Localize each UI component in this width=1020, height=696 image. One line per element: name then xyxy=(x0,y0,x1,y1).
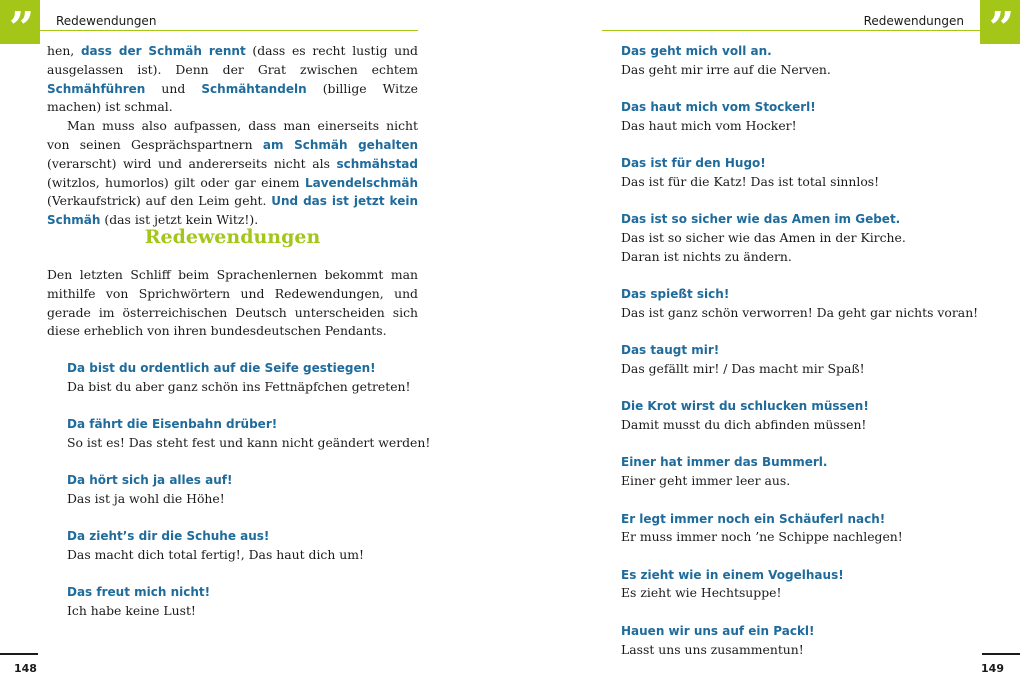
idiom-phrase: Hauen wir uns auf ein Packl! xyxy=(621,623,815,638)
text-run: (Verkaufstrick) auf den Leim geht. xyxy=(47,193,272,209)
intro-paragraph-1 xyxy=(47,42,418,117)
idiom-meaning: Das gefällt mir! / Das macht mir Spaß! xyxy=(621,361,865,377)
text-run: (verarscht) wird und andererseits nicht als xyxy=(47,155,337,171)
idiom-phrase: Es zieht wie in einem Vogelhaus! xyxy=(621,567,844,582)
footer-rule xyxy=(0,653,38,655)
idiom-phrase: Das ist für den Hugo! xyxy=(621,156,766,171)
idiom-meaning: Einer geht immer leer aus. xyxy=(621,473,791,489)
footer-rule xyxy=(982,653,1020,655)
idiom-meaning: Das geht mir irre auf die Nerven. xyxy=(621,61,831,77)
idiom-meaning: Er muss immer noch ’ne Schippe nachlegen! xyxy=(621,529,903,545)
idiom-entry xyxy=(621,510,978,548)
idiom-meaning: Das macht dich total fertig!, Das haut dich um! xyxy=(67,547,364,563)
section-text xyxy=(47,266,418,341)
idiom-phrase: Die Krot wirst du schlucken müssen! xyxy=(621,399,869,414)
idiom-list xyxy=(67,359,430,639)
text-run: Man muss also aufpassen, dass man einerseits nicht von seinen Gesprächspartnern xyxy=(47,118,418,152)
idiom-phrase: Das ist so sicher wie das Amen im Gebet. xyxy=(621,212,901,227)
idiom-phrase: Da hört sich ja alles auf! xyxy=(67,473,233,488)
idiom-phrase: Da fährt die Eisenbahn drüber! xyxy=(67,417,278,432)
idiom-entry xyxy=(621,397,978,435)
idiom-meaning: Lasst uns uns zusammentun! xyxy=(621,641,804,657)
idiom-phrase: Einer hat immer das Bummerl. xyxy=(621,455,828,470)
idiom-entry xyxy=(67,527,430,565)
text-run: (billige Witze machen) ist schmal. xyxy=(47,80,418,115)
idiom-meaning: Das ist für die Katz! Das ist total sinnlos! xyxy=(621,173,880,189)
page-number: 148 xyxy=(14,662,37,675)
idiom-entry xyxy=(621,566,978,604)
highlighted-term: Schmähtandeln xyxy=(201,81,307,96)
idiom-phrase: Er legt immer noch ein Schäuferl nach! xyxy=(621,511,886,526)
header-rule xyxy=(602,30,980,31)
text-run: (dass es recht lustig und ausgelassen ist). Denn der Grat zwischen echtem xyxy=(47,43,418,77)
idiom-entry xyxy=(621,341,978,379)
idiom-phrase: Das haut mich vom Stockerl! xyxy=(621,100,816,115)
intro-paragraph-2 xyxy=(47,117,418,230)
idiom-entry xyxy=(67,471,430,509)
highlighted-term: schmähstad xyxy=(336,156,418,171)
text-run: und xyxy=(145,80,202,96)
text-run: (witzlos, humorlos) gilt oder gar einem xyxy=(47,174,305,190)
idiom-meaning: Es zieht wie Hechtsuppe! xyxy=(621,585,782,601)
right-page xyxy=(510,0,1020,696)
idiom-meaning: Das ist so sicher wie das Amen in der Kirche. xyxy=(621,230,906,246)
page-number: 149 xyxy=(981,662,1004,675)
idiom-meaning: Da bist du aber ganz schön ins Fettnäpfchen getreten! xyxy=(67,378,411,394)
idiom-meaning: So ist es! Das steht fest und kann nicht geändert werden! xyxy=(67,434,431,450)
idiom-phrase: Da zieht’s dir die Schuhe aus! xyxy=(67,529,270,544)
idiom-entry xyxy=(621,210,978,266)
idiom-phrase: Das geht mich voll an. xyxy=(621,44,772,58)
running-head: Redewendungen xyxy=(863,14,964,28)
idiom-entry xyxy=(67,583,430,621)
idiom-entry xyxy=(621,98,978,136)
idiom-meaning: Ich habe keine Lust! xyxy=(67,603,196,619)
idiom-entry xyxy=(621,622,978,660)
idiom-entry xyxy=(67,415,430,453)
idiom-phrase: Das freut mich nicht! xyxy=(67,585,211,600)
idiom-entry xyxy=(67,359,430,397)
idiom-phrase: Da bist du ordentlich auf die Seife gestiegen! xyxy=(67,361,376,375)
idiom-entry xyxy=(621,453,978,491)
text-run: (das ist jetzt kein Witz!). xyxy=(100,212,259,228)
section-paragraph: Den letzten Schliff beim Sprachenlernen bekommt man mithilfe von Sprichwörtern und Redewendungen, und gerade im österreichischen Deutsch unterscheiden sich diese erheblich von ihren bundesdeutschen Pendants. xyxy=(47,267,418,339)
quote-mark-icon: ” xyxy=(0,0,40,44)
highlighted-term: Und das ist jetzt kein Schmäh xyxy=(47,194,418,228)
highlighted-term: dass der Schmäh rennt xyxy=(80,44,246,58)
intro-text xyxy=(47,42,418,230)
text-run: hen, xyxy=(47,43,81,58)
header-rule xyxy=(40,30,418,31)
highlighted-term: am Schmäh gehalten xyxy=(262,137,418,152)
idiom-entry xyxy=(621,42,978,80)
idiom-meaning: Daran ist nichts zu ändern. xyxy=(621,248,792,264)
idiom-meaning: Das ist ja wohl die Höhe! xyxy=(67,490,225,506)
section-title: Redewendungen xyxy=(144,226,321,248)
idiom-entry xyxy=(621,154,978,192)
idiom-meaning: Das ist ganz schön verworren! Da geht gar nichts voran! xyxy=(621,304,979,320)
idiom-entry xyxy=(621,285,978,323)
quote-mark-icon: ” xyxy=(980,0,1020,44)
running-head: Redewendungen xyxy=(56,14,157,28)
idiom-list xyxy=(621,42,978,678)
highlighted-term: Lavendelschmäh xyxy=(304,175,418,190)
idiom-phrase: Das taugt mir! xyxy=(621,343,720,358)
idiom-phrase: Das spießt sich! xyxy=(621,287,730,302)
highlighted-term: Schmähführen xyxy=(47,81,146,96)
idiom-meaning: Das haut mich vom Hocker! xyxy=(621,117,797,133)
idiom-meaning: Damit musst du dich abfinden müssen! xyxy=(621,417,867,433)
